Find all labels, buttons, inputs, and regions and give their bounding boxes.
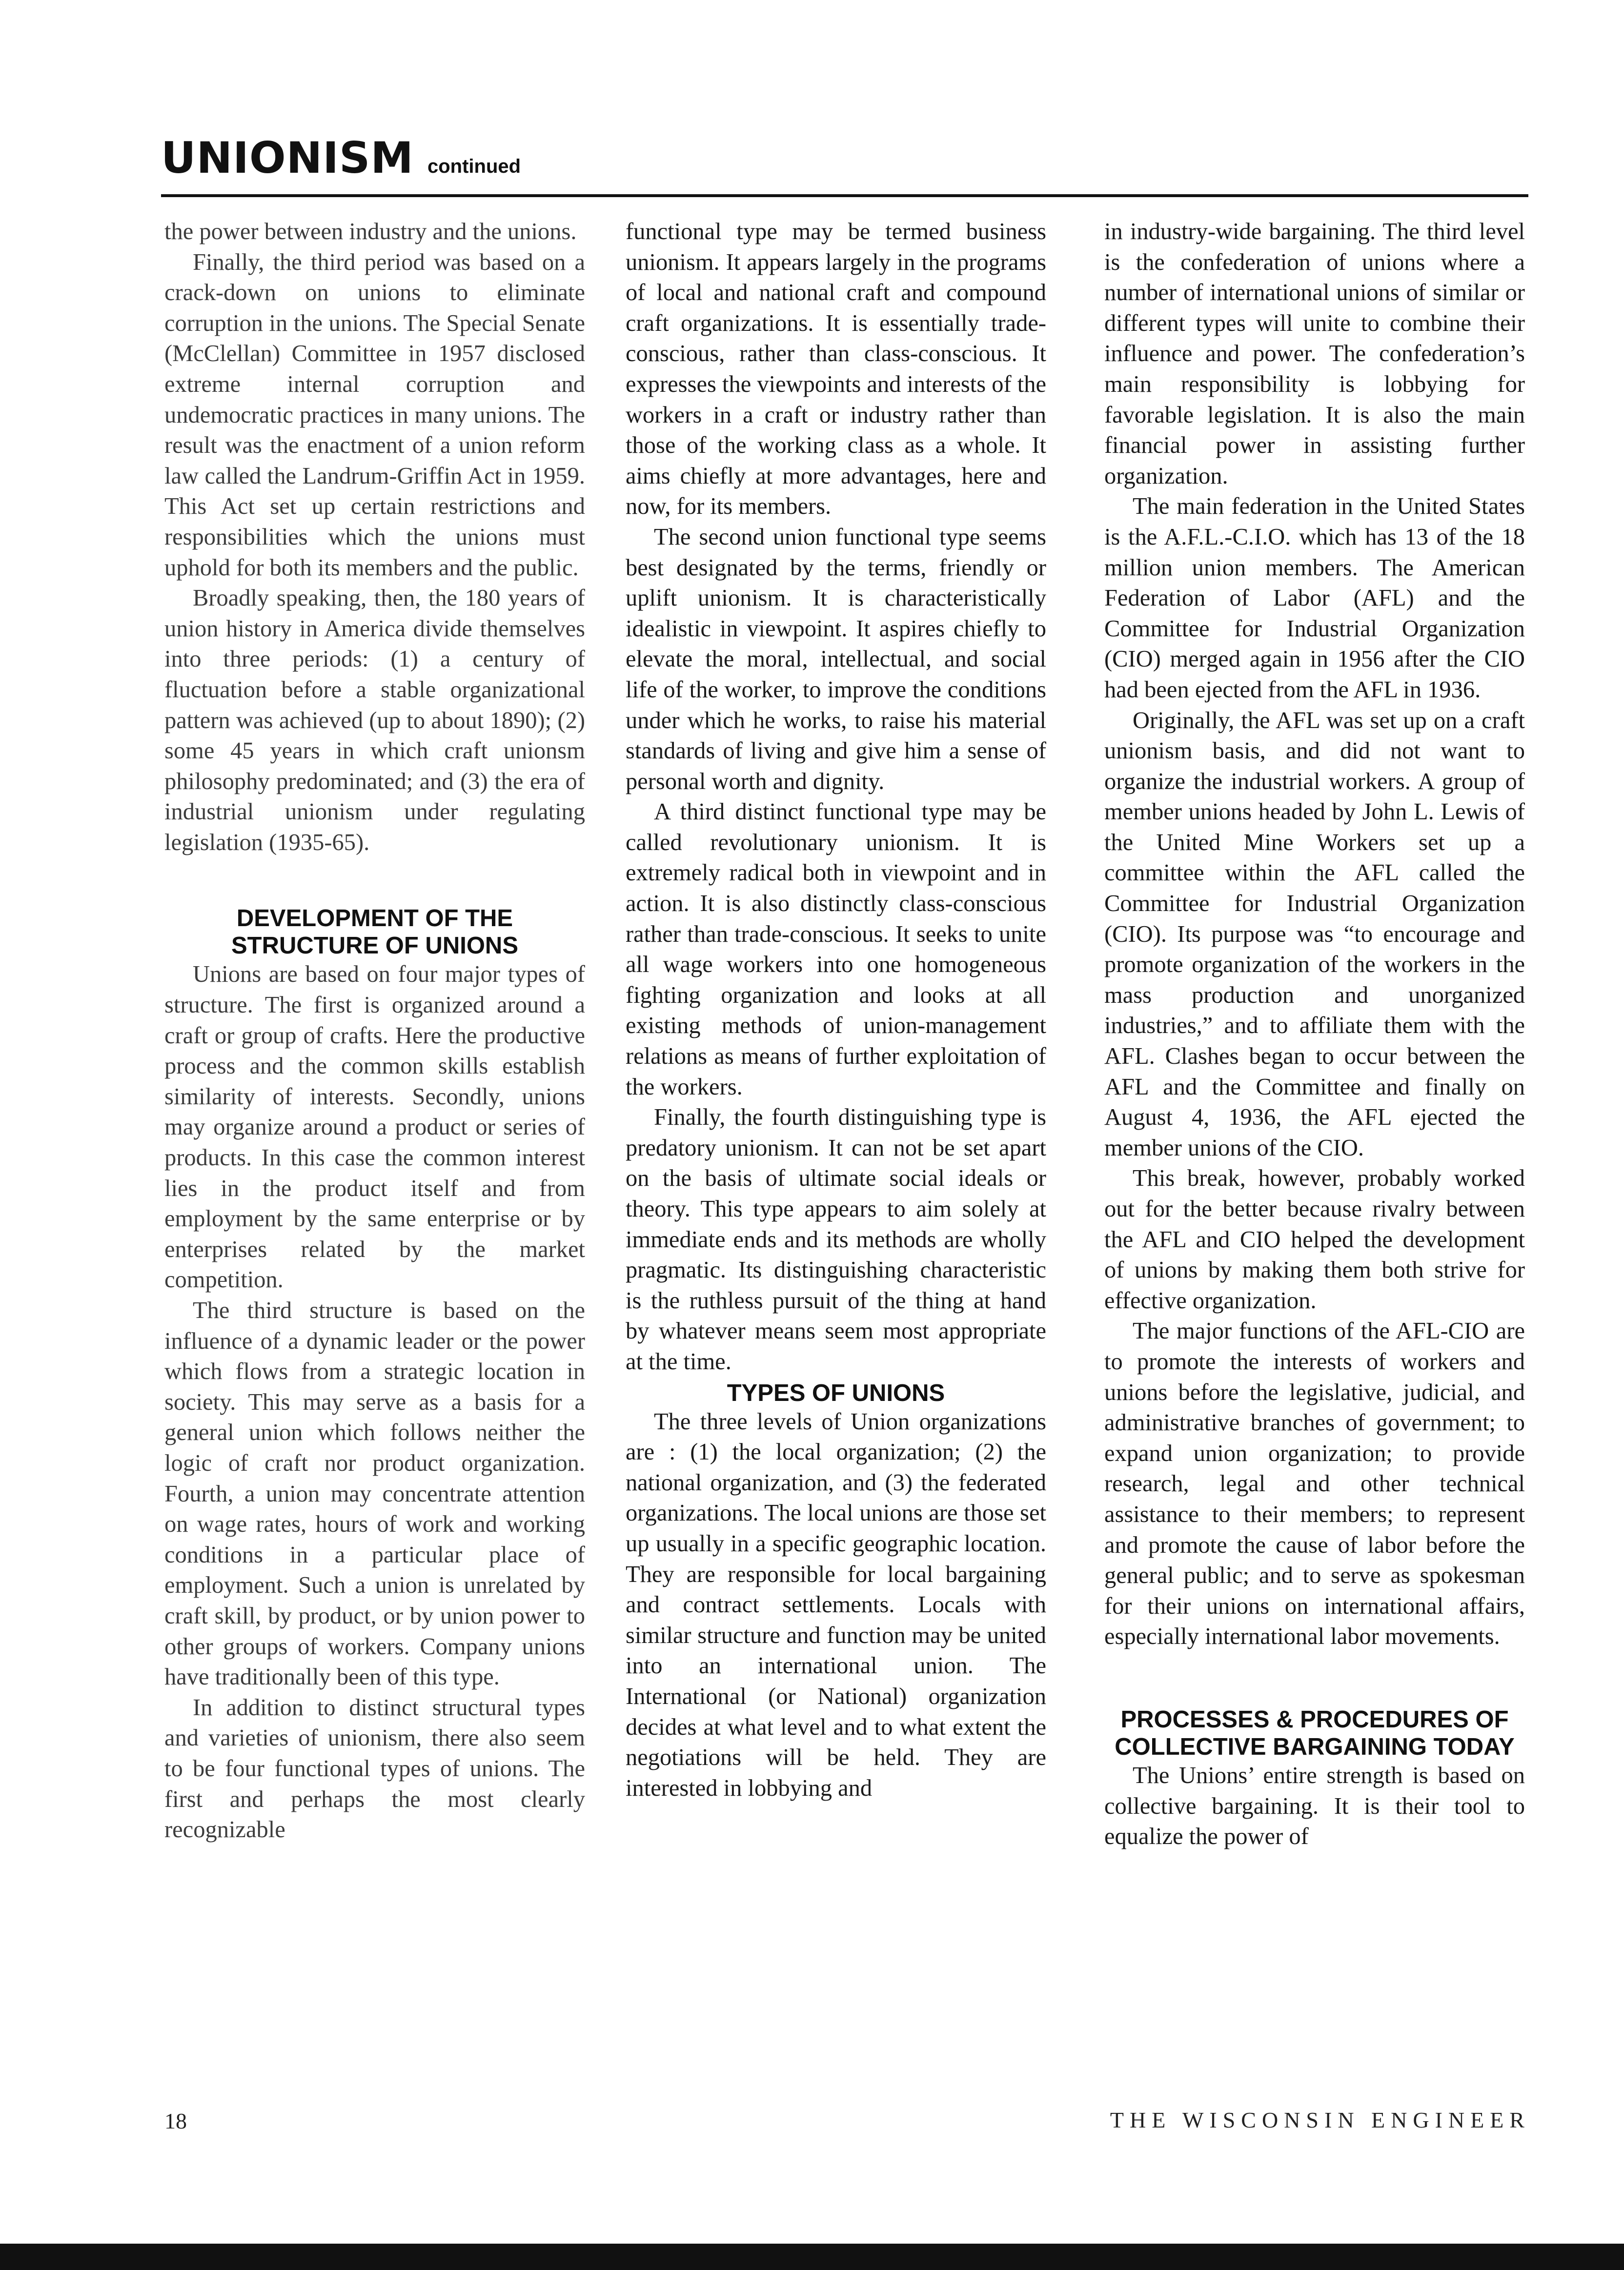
paragraph: This break, however, probably worked out for the better because rivalry between the AFL and CIO helped the development of unions by making them both strive for effective organization. [1104, 1165, 1525, 1314]
paragraph: Originally, the AFL was set up on a craft unionism basis, and did not want to organize the industrial workers. A group of member unions headed by John L. Lewis of the United Mine Workers set up a committee within the AFL called the Committee for Industrial Organization (CIO). Its purpose was “to encourage and promote organization of the workers in the mass production and unorganized industries,” and to affiliate them with the AFL. Clashes began to occur between the AFL and the Committee and finally on August 4, 1936, the AFL ejected the member unions of the CIO. [1104, 707, 1525, 1161]
paragraph: A third distinct functional type may be called revolutionary unionism. It is extremely radical both in viewpoint and in action. It is also distinctly class-conscious rather than trade-conscious. It seeks to unite all wage workers into one homogeneous fighting organization and looks at all existing methods of union-management relations as means of further exploitation of the workers. [626, 799, 1046, 1100]
header-rule [161, 194, 1528, 197]
page-header [161, 133, 521, 183]
section-heading: DEVELOPMENT OF THE STRUCTURE OF UNIONS [231, 905, 518, 959]
text-column-3 [1104, 217, 1525, 2120]
paragraph: The Unions’ entire strength is based on collective bargaining. It is their tool to equalize the power of [1104, 1762, 1525, 1850]
text-column-1 [164, 217, 585, 2120]
paragraph: in industry-wide bargaining. The third level is the confederation of unions where a number of international unions of similar or different types will unite to combine their influence and power. The confederation’s main responsibility is lobbying for favorable legislation. It is also the main financial power in assisting further organization. [1104, 219, 1525, 489]
page-number: 18 [164, 2108, 187, 2133]
section-heading: TYPES OF UNIONS [727, 1379, 945, 1406]
paragraph: The third structure is based on the influence of a dynamic leader or the power which flows from a strategic location in society. This may serve as a basis for a general union which follows neither the logic of craft nor product organization. Fourth, a union may concentrate attention on wage rates, hours of work and working conditions in a particular place of employment. Such a union is unrelated by craft skill, by product, or by union power to other groups of workers. Company unions have traditionally been of this type. [164, 1297, 585, 1690]
paragraph: the power between industry and the unions. [164, 219, 577, 244]
paragraph: The major functions of the AFL-CIO are to promote the interests of workers and unions before the legislative, judicial, and administrative branches of government; to expand union organization; to provide research, legal and other technical assistance to their members; to represent and promote the cause of labor before the general public; and to serve as spokesman for their unions on international affairs, especially international labor movements. [1104, 1318, 1525, 1650]
paragraph: The main federation in the United States is the A.F.L.-C.I.O. which has 13 of the 18 million union members. The American Federation of Labor (AFL) and the Committee for Industrial Organization (CIO) merged again in 1956 after the CIO had been ejected from the AFL in 1936. [1104, 493, 1525, 703]
paragraph: The three levels of Union organizations are : (1) the local organization; (2) the national organization, and (3) the federated organizations. The local unions are those set up usually in a specific geographic location. They are responsible for local bargaining and contract settlements. Locals with similar structure and function may be united into an international union. The International (or National) organization decides at what level and to what extent the negotiations will be held. They are interested in lobbying and [626, 1408, 1046, 1801]
publication-title: THE WISCONSIN ENGINEER [1110, 2108, 1530, 2132]
section-title: UNIONISM [161, 133, 414, 183]
paragraph: The second union functional type seems best designated by the terms, friendly or uplift unionism. It is characteristically idealistic in viewpoint. It aspires chiefly to elevate the moral, intellectual, and social life of the worker, to improve the conditions under which he works, to raise his material standards of living and give him a sense of personal worth and dignity. [626, 524, 1046, 794]
paragraph: Broadly speaking, then, the 180 years of union history in America divide themselves into three periods: (1) a century of fluctuation before a stable organizational pattern was achieved (up to about 1890); (2) some 45 years in which craft unionsm philosophy predominated; and (3) the era of industrial unionism under regulating legislation (1935-65). [164, 585, 585, 855]
text-column-2 [626, 217, 1046, 2120]
section-heading: PROCESSES & PROCEDURES OF COLLECTIVE BARGAINING TODAY [1115, 1706, 1515, 1760]
section-subtitle: continued [427, 156, 521, 177]
scan-edge [0, 2244, 1624, 2270]
paragraph: functional type may be termed business unionism. It appears largely in the programs of local and national craft and compound craft organizations. It is essentially trade-conscious, rather than class-conscious. It expresses the viewpoints and interests of the workers in a craft or industry rather than those of the working class as a whole. It aims chiefly at more advantages, here and now, for its members. [626, 219, 1046, 520]
paragraph: Finally, the fourth distinguishing type is predatory unionism. It can not be set apart on the basis of ultimate social ideals or theory. This type appears to aim solely at immediate ends and its methods are wholly pragmatic. Its distinguishing characteristic is the ruthless pursuit of the thing at hand by whatever means seem most appropriate at the time. [626, 1104, 1046, 1375]
paragraph: Finally, the third period was based on a crack-down on unions to eliminate corruption in the unions. The Special Senate (McClellan) Committee in 1957 disclosed extreme internal corruption and undemocratic practices in many unions. The result was the enactment of a union reform law called the Landrum-Griffin Act in 1959. This Act set up certain restrictions and responsibilities which the unions must uphold for both its members and the public. [164, 249, 585, 581]
paragraph: In addition to distinct structural types and varieties of unionism, there also seem to be four functional types of unions. The first and perhaps the most clearly recognizable [164, 1694, 585, 1843]
paragraph: Unions are based on four major types of structure. The first is organized around a craft or group of crafts. Here the productive process and the common skills establish similarity of interests. Secondly, unions may organize around a product or series of products. In this case the common interest lies in the product itself and from employment by the same enterprise or by enterprises related by the market competition. [164, 961, 585, 1293]
